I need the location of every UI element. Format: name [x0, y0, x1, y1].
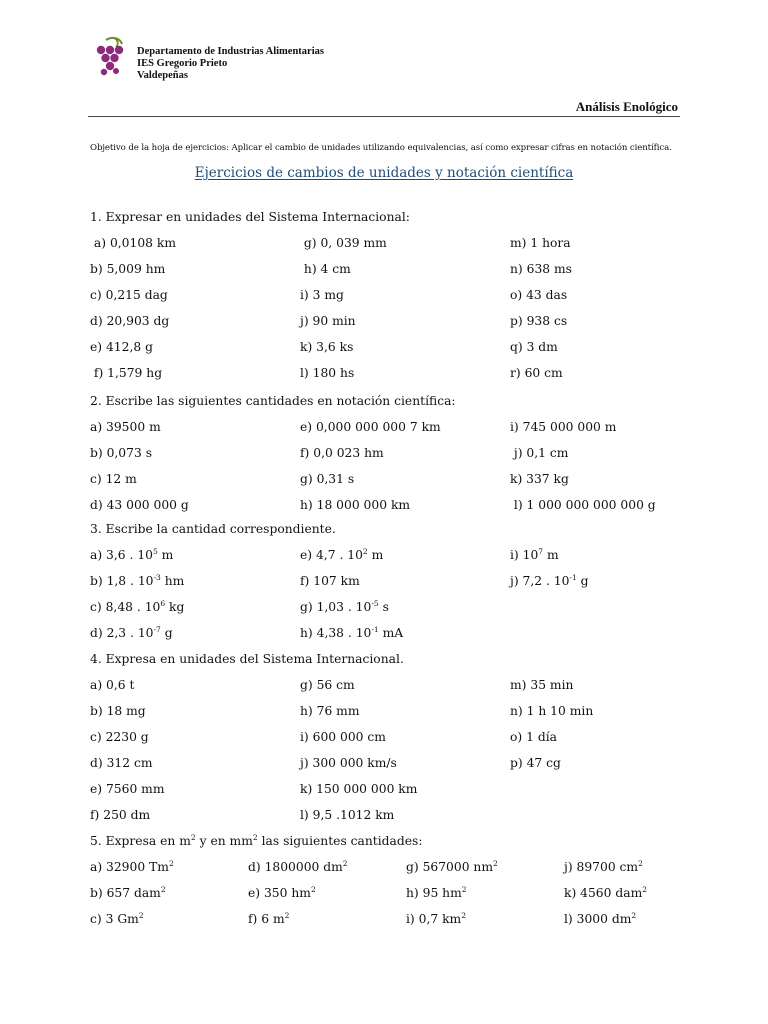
- page-title-text: Ejercicios de cambios de unidades y notación científica: [194, 165, 574, 181]
- exercise-item: b) 18 mg: [90, 704, 146, 718]
- section-heading: 2. Escribe las siguientes cantidades en notación científica:: [90, 394, 456, 408]
- exercise-row: [0, 860, 768, 880]
- exercise-item: f) 0,0 023 hm: [300, 446, 384, 460]
- exercise-item: k) 150 000 000 km: [300, 782, 418, 796]
- exercise-item: r) 60 cm: [510, 366, 563, 380]
- exercise-item: d) 312 cm: [90, 756, 153, 770]
- exercise-item: j) 90 min: [300, 314, 356, 328]
- exercise-item: g) 0, 039 mm: [300, 236, 387, 250]
- exercise-item: d) 43 000 000 g: [90, 498, 189, 512]
- exercise-item: e) 350 $hm^2$: [248, 885, 316, 900]
- exercise-item: g) 567000 $nm^2$: [406, 859, 498, 874]
- exercise-item: i) 600 000 cm: [300, 730, 386, 744]
- exercise-item: n) 638 ms: [510, 262, 572, 276]
- exercise-item: l) 180 hs: [300, 366, 355, 380]
- exercise-row: [0, 472, 768, 492]
- exercise-row: [0, 730, 768, 750]
- exercise-item: a) 39500 m: [90, 420, 161, 434]
- exercise-row: [0, 574, 768, 594]
- section-heading: 1. Expresar en unidades del Sistema Internacional:: [90, 210, 410, 224]
- exercise-item: f) 6 $m^2$: [248, 911, 290, 926]
- exercise-item: c) 2230 g: [90, 730, 149, 744]
- exercise-row: [0, 548, 768, 568]
- exercise-item: h) 4 cm: [300, 262, 351, 276]
- exercise-row: [0, 756, 768, 776]
- exercise-item: c) 3 Gm$^2$: [90, 911, 144, 926]
- exercise-item: d) 20,903 dg: [90, 314, 170, 328]
- exercise-row: [0, 626, 768, 646]
- exercise-item: k) 3,6 ks: [300, 340, 354, 354]
- exercise-row: [0, 446, 768, 466]
- exercise-item: d) 2,3 . $10^{-7}$ g: [90, 625, 173, 640]
- exercise-item: j) 300 000 km/s: [300, 756, 397, 770]
- exercise-item: m) 1 hora: [510, 236, 571, 250]
- exercise-row: [0, 782, 768, 802]
- exercise-item: g) 56 cm: [300, 678, 355, 692]
- exercise-row: [0, 912, 768, 932]
- exercise-item: e) 7560 mm: [90, 782, 165, 796]
- exercise-row: [0, 678, 768, 698]
- exercise-item: a) 3,6 . $10^5$ m: [90, 547, 174, 562]
- exercise-item: b) 657 dam$^2$: [90, 885, 166, 900]
- section-heading: 4. Expresa en unidades del Sistema Internacional.: [90, 652, 404, 666]
- exercise-item: k) 4560 dam$^2$: [564, 885, 648, 900]
- dept-line-3: Valdepeñas: [137, 70, 188, 81]
- exercise-item: a) 0,0108 km: [90, 236, 176, 250]
- exercise-item: c) 8,48 . $10^6$ kg: [90, 599, 185, 614]
- exercise-item: i) 745 000 000 m: [510, 420, 617, 434]
- exercise-item: b) 5,009 hm: [90, 262, 166, 276]
- grapes-logo-icon: [92, 36, 128, 80]
- section-heading: 5. Expresa en $m^2$ y en $mm^2$ las siguientes cantidades:: [90, 833, 423, 848]
- exercise-item: h) 95 $hm^2$: [406, 885, 467, 900]
- page-title: [0, 165, 768, 181]
- exercise-row: [0, 236, 768, 256]
- header-divider: [88, 116, 680, 117]
- exercise-item: h) 4,38 . $10^{-1}$ mA: [300, 625, 404, 640]
- exercise-item: n) 1 h 10 min: [510, 704, 594, 718]
- exercise-row: [0, 288, 768, 308]
- exercise-item: d) 1800000 $dm^2$: [248, 859, 348, 874]
- dept-line-1: Departamento de Industrias Alimentarias: [137, 46, 324, 57]
- exercise-item: e) 0,000 000 000 7 km: [300, 420, 441, 434]
- course-title: Análisis Enológico: [575, 99, 678, 114]
- exercise-item: f) 250 dm: [90, 808, 151, 822]
- exercise-item: j) 7,2 . $10^{-1}$ g: [510, 573, 589, 588]
- section-heading: 3. Escribe la cantidad correspondiente.: [90, 522, 336, 536]
- exercise-item: k) 337 kg: [510, 472, 569, 486]
- exercise-item: o) 1 día: [510, 730, 557, 744]
- exercise-item: l) 3000 $dm^2$: [564, 911, 637, 926]
- dept-line-2: IES Gregorio Prieto: [137, 58, 228, 69]
- exercise-row: [0, 262, 768, 282]
- exercise-item: i) 3 mg: [300, 288, 344, 302]
- exercise-item: f) 1,579 hg: [90, 366, 163, 380]
- department-header: [137, 46, 324, 82]
- exercise-item: m) 35 min: [510, 678, 574, 692]
- exercise-item: h) 18 000 000 km: [300, 498, 411, 512]
- exercise-item: f) 107 km: [300, 574, 360, 588]
- exercise-item: l) 1 000 000 000 000 g: [510, 498, 656, 512]
- exercise-item: b) 0,073 s: [90, 446, 153, 460]
- exercise-item: c) 12 m: [90, 472, 137, 486]
- exercise-row: [0, 498, 768, 518]
- exercise-row: [0, 808, 768, 828]
- exercise-item: g) 1,03 . $10^{-5}$ s: [300, 599, 389, 614]
- exercise-row: [0, 340, 768, 360]
- exercise-row: [0, 366, 768, 386]
- exercise-row: [0, 704, 768, 724]
- exercise-item: e) 4,7 . $10^2$ m: [300, 547, 384, 562]
- exercise-item: i) 0,7 $km^2$: [406, 911, 466, 926]
- exercise-item: o) 43 das: [510, 288, 568, 302]
- exercise-item: p) 47 cg: [510, 756, 561, 770]
- exercise-item: j) 0,1 cm: [510, 446, 569, 460]
- exercise-item: c) 0,215 dag: [90, 288, 168, 302]
- exercise-row: [0, 314, 768, 334]
- exercise-item: b) 1,8 . $10^{-3}$ hm: [90, 573, 185, 588]
- exercise-item: a) 32900 Tm$^2$: [90, 859, 174, 874]
- exercise-row: [0, 600, 768, 620]
- exercise-item: p) 938 cs: [510, 314, 568, 328]
- exercise-item: a) 0,6 t: [90, 678, 135, 692]
- exercise-item: j) 89700 $cm^2$: [564, 859, 643, 874]
- exercise-item: l) 9,5 .1012 km: [300, 808, 395, 822]
- exercise-row: [0, 886, 768, 906]
- exercise-item: h) 76 mm: [300, 704, 360, 718]
- exercise-item: i) $10^7$ m: [510, 547, 559, 562]
- exercise-item: q) 3 dm: [510, 340, 558, 354]
- objective-text: Objetivo de la hoja de ejercicios: Aplicar el cambio de unidades utilizando equivalencias, así como expresar cifras en notación científica.: [90, 143, 672, 153]
- exercise-row: [0, 420, 768, 440]
- exercise-item: g) 0,31 s: [300, 472, 355, 486]
- exercise-item: e) 412,8 g: [90, 340, 153, 354]
